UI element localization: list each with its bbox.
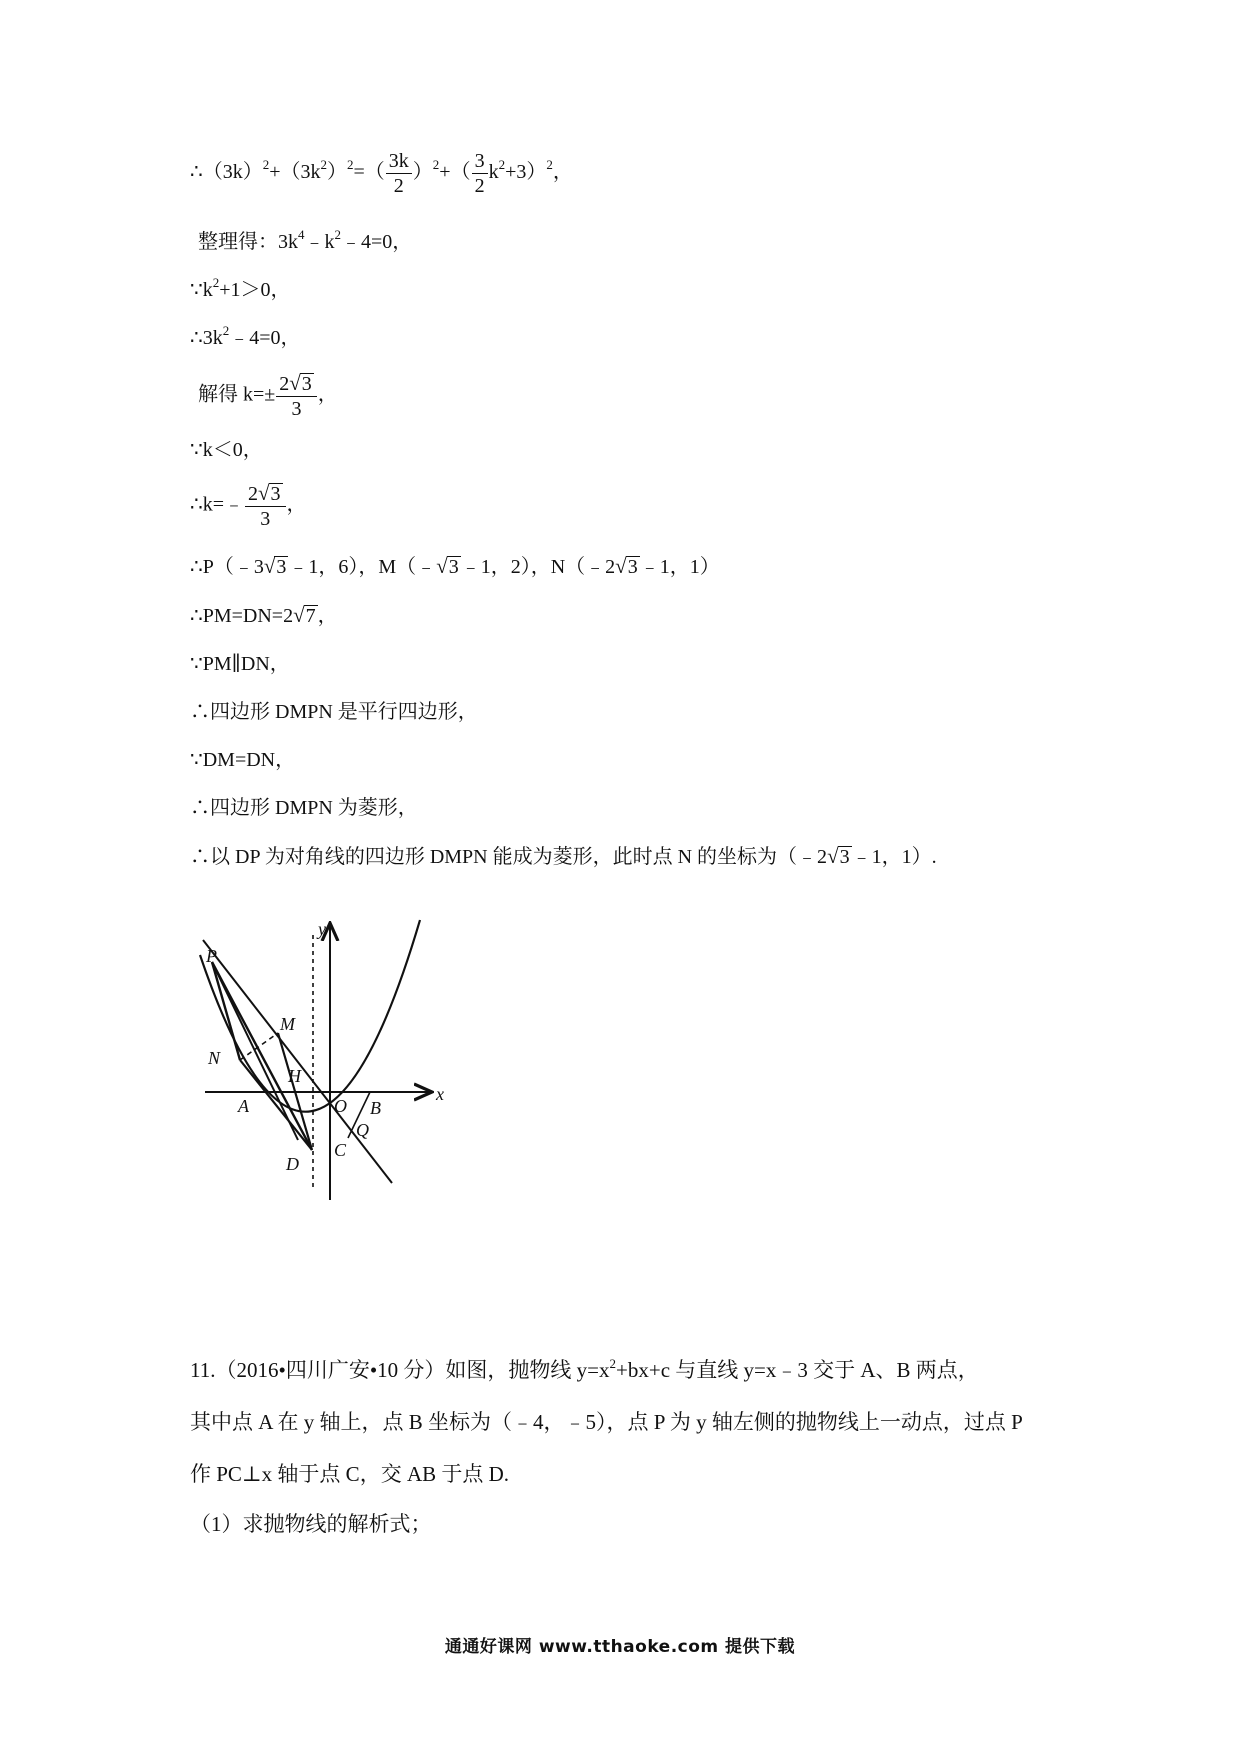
text: ） (327, 161, 348, 184)
exponent: 2 (262, 157, 270, 173)
text: ∵DM=DN， (190, 749, 296, 771)
solution-line-14 (190, 842, 937, 871)
text: ∴PM=DN=2 (190, 605, 294, 627)
text: 解得 k=± (198, 383, 276, 406)
solution-line-6 (190, 436, 263, 464)
solution-line-13 (190, 794, 418, 822)
question-line-4 (190, 1509, 432, 1539)
square-root: √3 (615, 554, 638, 578)
denominator: 3 (260, 508, 271, 530)
parabola-rhombus-figure (190, 918, 450, 1208)
text: 2 (279, 373, 290, 395)
solution-line-1 (190, 150, 573, 197)
text: ﹣4=0， (229, 327, 301, 349)
text: +3） (505, 161, 547, 184)
exponent: 4 (298, 227, 305, 242)
text: ， (317, 383, 338, 406)
label-b: B (370, 1098, 381, 1118)
label-x: x (436, 1084, 444, 1104)
text: ， (286, 493, 307, 516)
numerator (245, 482, 286, 507)
exponent: 2 (222, 323, 230, 338)
denominator: 2 (474, 175, 485, 197)
text: ﹣k (304, 231, 335, 253)
solution-line-4 (190, 324, 301, 352)
radicand: 7 (305, 605, 316, 627)
radicand: 3 (839, 846, 850, 868)
text: =（ (353, 161, 385, 184)
solution-line-7 (190, 482, 307, 530)
text: 11.（2016•四川广安•10 分）如图，抛物线 y=x (190, 1358, 610, 1382)
text: +1＞0， (219, 279, 291, 301)
text: ﹣1，1） (639, 556, 720, 578)
text: ﹣4=0， (341, 231, 413, 253)
text: ， (317, 605, 338, 627)
exponent: 2 (334, 227, 341, 242)
solution-line-2 (198, 228, 412, 256)
solution-line-11 (190, 698, 478, 726)
radicand: 3 (448, 556, 459, 578)
square-root: √3 (436, 554, 459, 578)
text: ∴以 DP 为对角线的四边形 DMPN 能成为菱形，此时点 N 的坐标为（﹣2 (190, 846, 828, 868)
label-a: A (238, 1096, 249, 1116)
label-n: N (208, 1048, 221, 1068)
fraction-3-over-2 (472, 150, 488, 197)
solution-line-5 (198, 372, 338, 420)
label-m: M (280, 1014, 295, 1034)
segment-nm (240, 1033, 278, 1060)
label-h: H (288, 1066, 301, 1086)
text: ∵PM∥DN， (190, 653, 290, 675)
text: 作 PC⊥x 轴于点 C，交 AB 于点 D. (190, 1462, 510, 1486)
exponent: 2 (347, 157, 354, 173)
text: 2 (248, 483, 259, 505)
question-line-1 (190, 1355, 979, 1385)
square-root: √3 (827, 844, 850, 868)
label-o: O (334, 1096, 347, 1116)
text: ∴（3k） (190, 161, 263, 184)
text: +（ (439, 161, 471, 184)
exponent: 2 (498, 157, 506, 173)
solution-line-3 (190, 276, 291, 304)
numerator: 3 (472, 150, 488, 174)
fraction-3k-over-2 (386, 150, 412, 197)
fraction-2-root-3-over-3 (245, 482, 286, 530)
square-root: √3 (258, 481, 281, 505)
exponent: 2 (546, 157, 553, 173)
text: ﹣1，1）. (851, 846, 937, 868)
text: ∵k＜0， (190, 439, 263, 461)
denominator: 3 (291, 398, 302, 420)
text: ∴四边形 DMPN 为菱形， (190, 797, 418, 819)
radicand: 3 (276, 556, 287, 578)
radicand: 3 (301, 373, 312, 395)
radicand: 3 (627, 556, 638, 578)
segment-pd (212, 962, 312, 1150)
exponent: 2 (609, 1356, 617, 1371)
text: k (488, 161, 499, 184)
parabola (200, 920, 420, 1112)
text: ﹣1，2），N（﹣2 (460, 556, 616, 578)
text: ∴P（﹣3 (190, 556, 264, 578)
text: +（3k (269, 161, 321, 184)
square-root: √3 (289, 371, 312, 395)
text: +bx+c 与直线 y=x﹣3 交于 A、B 两点， (616, 1358, 979, 1382)
label-c: C (334, 1140, 347, 1160)
numerator: 3k (386, 150, 412, 174)
text: 整理得：3k (198, 231, 298, 253)
solution-line-12 (190, 746, 295, 774)
square-root: √3 (263, 554, 287, 578)
text: ） (412, 161, 433, 184)
text: ， (552, 161, 573, 184)
question-line-2 (190, 1407, 1023, 1437)
label-y: y (318, 919, 326, 939)
solution-line-8 (190, 552, 720, 581)
exponent: 2 (212, 275, 220, 290)
exponent: 2 (320, 157, 328, 173)
label-p: P (206, 946, 217, 966)
label-d: D (286, 1154, 299, 1174)
denominator: 2 (393, 175, 404, 197)
solution-line-10 (190, 650, 290, 678)
fraction-2-root-3-over-3 (276, 372, 317, 420)
text: ∴3k (190, 327, 223, 349)
solution-line-9 (190, 601, 338, 630)
text: ∴四边形 DMPN 是平行四边形， (190, 701, 478, 723)
segment-pa (212, 962, 298, 1140)
page-footer: 通通好课网 www.tthaoke.com 提供下载 (444, 1637, 796, 1657)
numerator (276, 372, 317, 397)
text: ∴k=﹣ (190, 493, 245, 516)
text: 其中点 A 在 y 轴上，点 B 坐标为（﹣4，﹣5），点 P 为 y 轴左侧的抛物线上一动点，过点 P (190, 1410, 1023, 1434)
radicand: 3 (270, 483, 281, 505)
text: ﹣1，6），M（﹣ (288, 556, 437, 578)
text: （1）求抛物线的解析式； (190, 1512, 432, 1536)
exponent: 2 (432, 157, 440, 173)
label-q: Q (356, 1120, 369, 1140)
text: ∵k (190, 279, 213, 301)
segment-nd (240, 1060, 312, 1150)
question-line-3 (190, 1459, 509, 1489)
square-root: √7 (293, 603, 316, 627)
